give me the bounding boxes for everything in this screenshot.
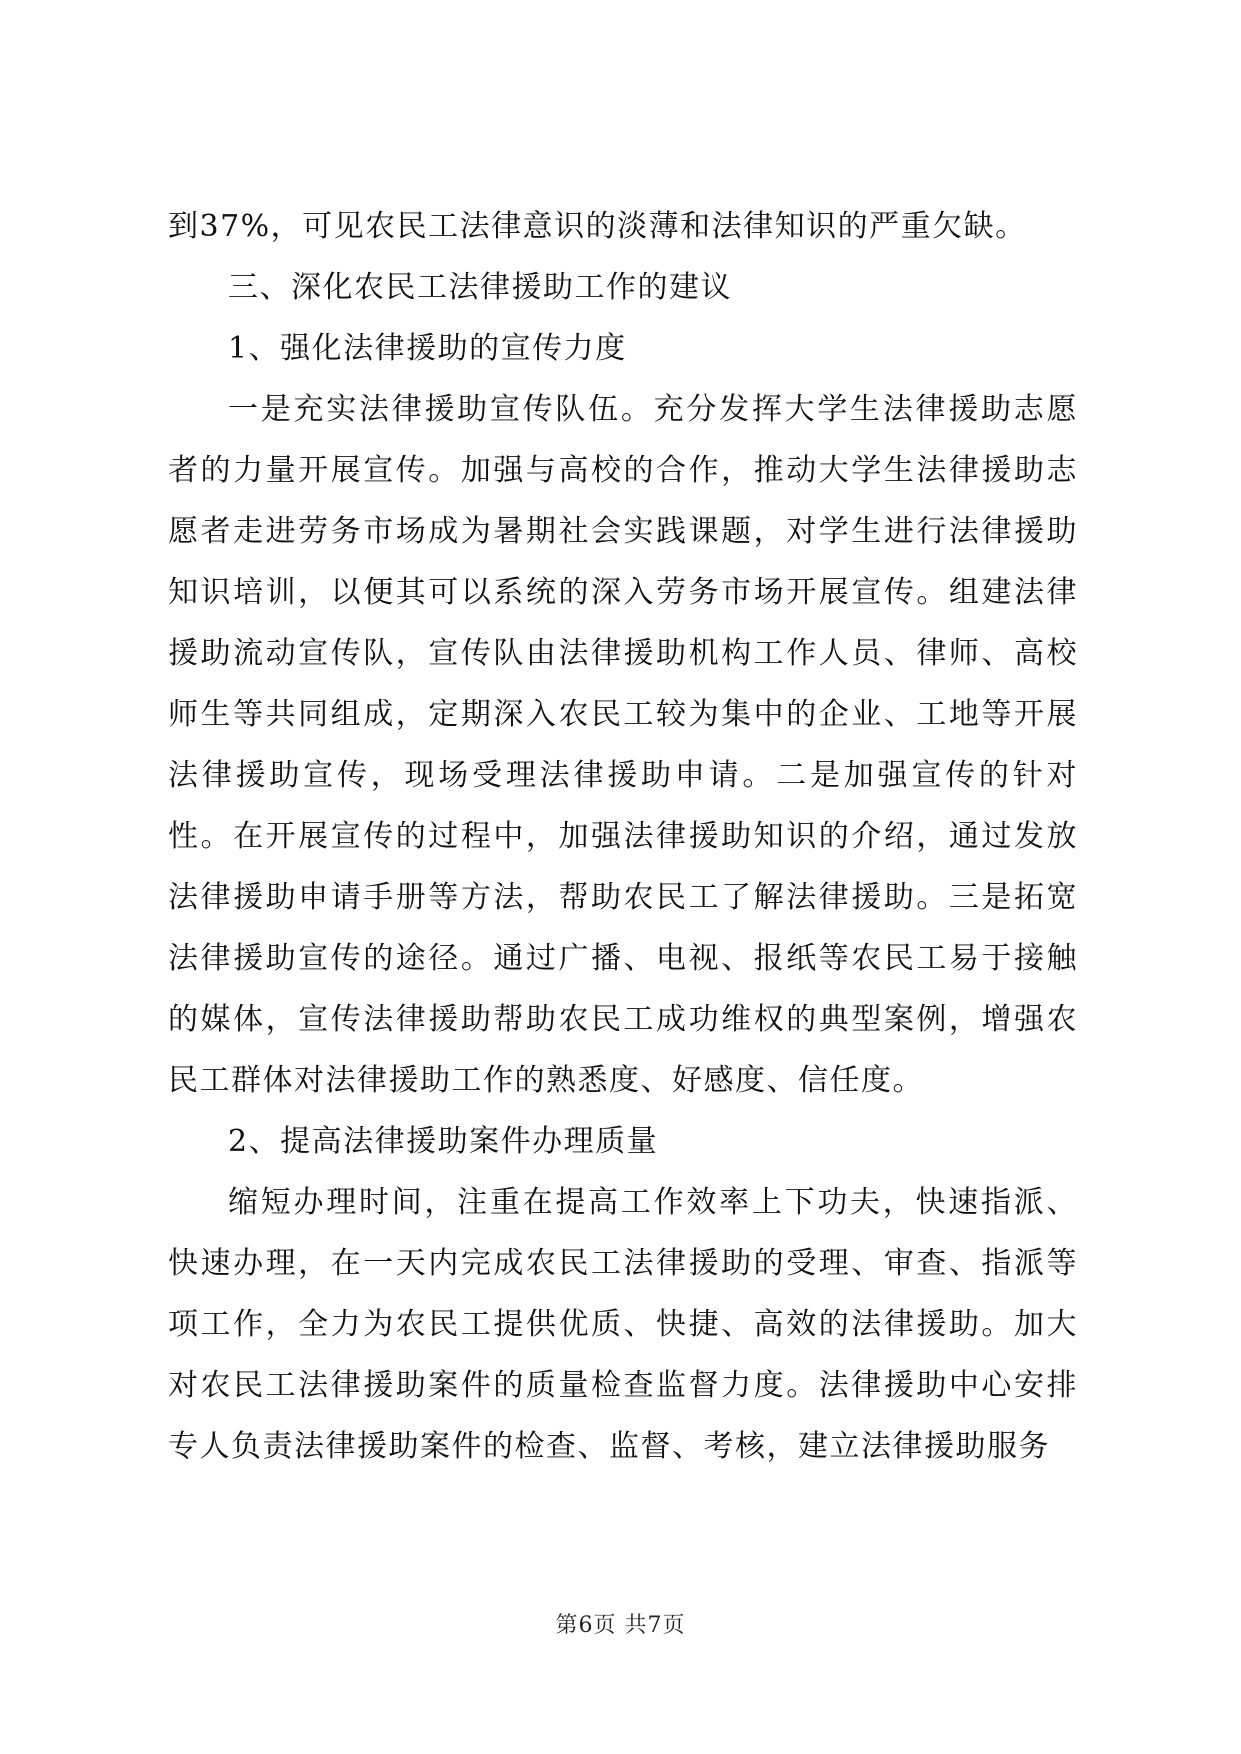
subsection-heading-2: 2、提高法律援助案件办理质量 (228, 1124, 659, 1159)
section-heading: 三、深化农民工法律援助工作的建议 (228, 270, 732, 305)
document-body (168, 196, 1078, 1477)
paragraph-continuation: 到37%，可见农民工法律意识的淡薄和法律知识的严重欠缺。 (168, 209, 1027, 244)
page-footer: 第6页 共7页 (555, 1613, 686, 1638)
subsection-heading-1: 1、强化法律援助的宣传力度 (228, 331, 627, 366)
paragraph-case-quality: 缩短办理时间，注重在提高工作效率上下功夫，快速指派、快速办理，在一天内完成农民工法律援助的受理、审查、指派等项工作，全力为农民工提供优质、快捷、高效的法律援助。加大对农民工法律援助案件的质量检查监督力度。法律援助中心安排专人负责法律援助案件的检查、监督、考核，建立法律援助服务 (168, 1185, 1078, 1464)
paragraph-publicity: 一是充实法律援助宣传队伍。充分发挥大学生法律援助志愿者的力量开展宣传。加强与高校的合作，推动大学生法律援助志愿者走进劳务市场成为暑期社会实践课题，对学生进行法律援助知识培训，以便其可以系统的深入劳务市场开展宣传。组建法律援助流动宣传队，宣传队由法律援助机构工作人员、律师、高校师生等共同组成，定期深入农民工较为集中的企业、工地等开展法律援助宣传，现场受理法律援助申请。二是加强宣传的针对性。在开展宣传的过程中，加强法律援助知识的介绍，通过发放法律援助申请手册等方法，帮助农民工了解法律援助。三是拓宽法律援助宣传的途径。通过广播、电视、报纸等农民工易于接触的媒体，宣传法律援助帮助农民工成功维权的典型案例，增强农民工群体对法律援助工作的熟悉度、好感度、信任度。 (168, 392, 1078, 1098)
